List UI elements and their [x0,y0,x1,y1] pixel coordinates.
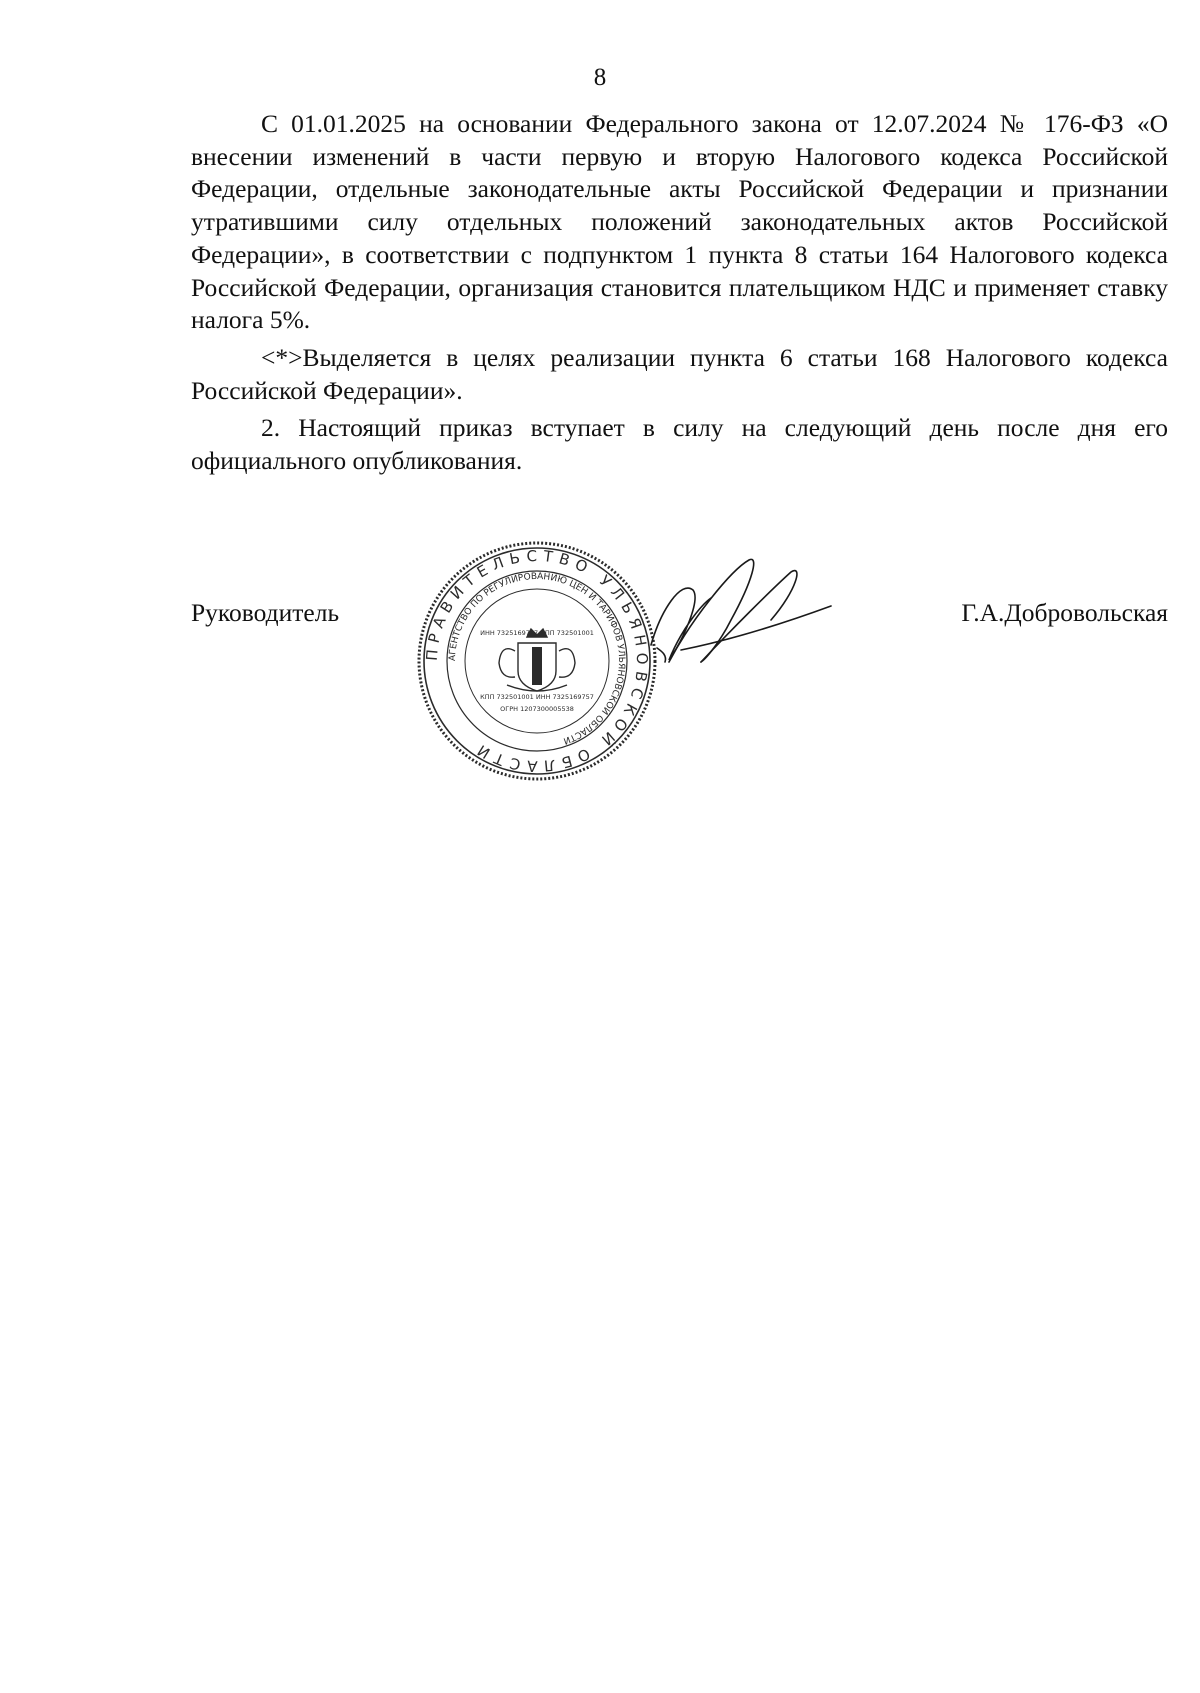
coat-of-arms-icon [499,629,575,691]
signature-block [191,546,1168,800]
seal-inner-text: АГЕНТСТВО ПО РЕГУЛИРОВАНИЮ ЦЕН И ТАРИФОВ УЛЬЯНОВСКОЙ ОБЛАСТИ [447,571,627,746]
document-body [191,108,1168,483]
signatory-name: Г.А.Добровольская [961,598,1168,627]
signatory-position: Руководитель [191,598,340,627]
paragraph-vat-note: С 01.01.2025 на основании Федерального закона от 12.07.2024 № 176-ФЗ «О внесении изменений в части первую и вторую Налогового кодекса Российской Федерации, отдельные законодательные акты Российской Федерации и признании утратившими силу отдельных положений законодательных актов Российской Федерации», в соответствии с подпунктом 1 пункта 8 статьи 164 Налогового кодекса Российской Федерации, организация становится плательщиком НДС и применяет ставку налога 5%. [191,109,1168,335]
paragraph-effective-date: 2. Настоящий приказ вступает в силу на следующий день после дня его официального опубликования. [191,413,1168,476]
seal-outer-text: ПРАВИТЕЛЬСТВО УЛЬЯНОВСКОЙ ОБЛАСТИ [422,546,652,776]
page-number: 8 [593,64,607,91]
paragraph-footnote: <*>Выделяется в целях реализации пункта 6 статьи 168 Налогового кодекса Российской Федерации». [191,342,1168,405]
handwritten-signature-icon [621,550,841,690]
seal-ids-top: ИНН 7325169757 КПП 732501001 [480,629,594,637]
seal-ogrn: ОГРН 1207300005538 [500,705,574,713]
seal-ids-bottom: КПП 732501001 ИНН 7325169757 [480,693,594,701]
